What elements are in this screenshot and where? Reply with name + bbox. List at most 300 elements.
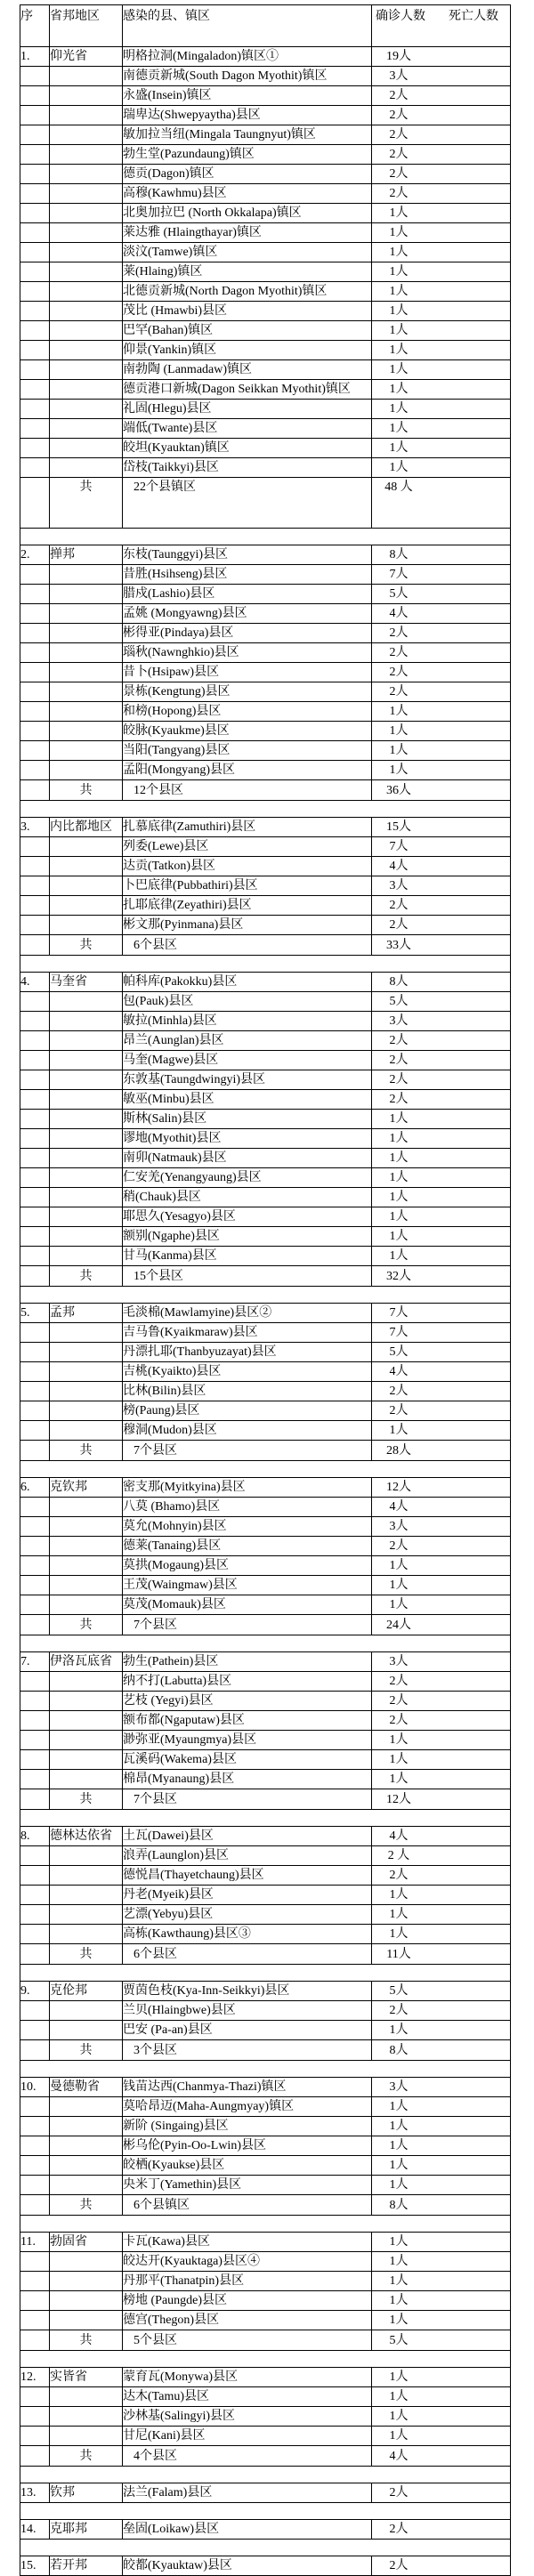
region-cell: 孟邦: [50, 1304, 123, 1323]
confirmed-cell: [372, 1110, 511, 1129]
section-total-row: [20, 1944, 511, 1965]
table-row: [20, 458, 511, 478]
region-cell: 掸邦: [50, 545, 123, 565]
seq-cell: [20, 1441, 50, 1461]
section-total-row: [20, 2040, 511, 2061]
region-cell: [50, 1846, 123, 1866]
area-cell: 棉昂(Myanaung)县区: [123, 1770, 372, 1789]
table-row: [20, 106, 511, 125]
table-row: [20, 1051, 511, 1070]
confirmed-count: 1人: [389, 1132, 409, 1145]
area-cell: 卡瓦(Kawa)县区: [123, 2233, 372, 2252]
gap-cell: [20, 1965, 511, 1982]
area-cell: 淡汶(Tamwe)镇区: [123, 243, 372, 262]
confirmed-cell: [372, 1070, 511, 1090]
confirmed-count: 33人: [386, 938, 411, 952]
confirmed-cell: [372, 2556, 511, 2576]
gap-cell: [20, 2351, 511, 2368]
table-row: [20, 876, 511, 896]
table-row: [20, 2156, 511, 2176]
gap-cell: [20, 529, 511, 545]
confirmed-count: 2人: [389, 1675, 409, 1688]
confirmed-count: 3人: [389, 1655, 409, 1668]
region-cell: [50, 992, 123, 1012]
seq-cell: 12.: [20, 2368, 50, 2387]
confirmed-cell: [372, 1401, 511, 1421]
region-cell: [50, 1110, 123, 1129]
table-row: [20, 1070, 511, 1090]
seq-cell: [20, 341, 50, 360]
confirmed-cell: [372, 1188, 511, 1207]
confirmed-count: 15人: [386, 820, 411, 834]
region-cell: [50, 702, 123, 722]
confirmed-count: 1人: [389, 1908, 409, 1921]
area-cell: 彬得亚(Pindaya)县区: [123, 624, 372, 643]
seq-cell: [20, 1207, 50, 1227]
confirmed-count: 1人: [389, 724, 409, 738]
confirmed-cell: [372, 2097, 511, 2117]
area-cell: 皎坦(Kyauktan)镇区: [123, 439, 372, 458]
table-row: [20, 380, 511, 400]
area-cell: 扎慕底律(Zamuthiri)县区: [123, 818, 372, 837]
area-cell: 额别(Ngaphe)县区: [123, 1227, 372, 1247]
area-cell: 皎脉(Kyaukme)县区: [123, 722, 372, 741]
region-cell: [50, 2427, 123, 2446]
confirmed-count: 1人: [389, 744, 409, 757]
confirmed-cell: [372, 2001, 511, 2021]
seq-cell: [20, 761, 50, 780]
confirmed-count: 7人: [389, 1306, 409, 1320]
confirmed-count: 1人: [389, 246, 409, 259]
confirmed-count: 2人: [389, 685, 409, 699]
table-row: [20, 992, 511, 1012]
confirmed-cell: [372, 2136, 511, 2156]
area-cell: 敏巫(Minbu)县区: [123, 1090, 372, 1110]
area-cell: 莫茂(Momauk)县区: [123, 1595, 372, 1615]
seq-cell: [20, 439, 50, 458]
area-cell: 莫哈昂迈(Maha-Aungmyay)镇区: [123, 2097, 372, 2117]
confirmed-cell: [372, 125, 511, 145]
area-cell: 东枝(Taunggyi)县区: [123, 545, 372, 565]
confirmed-count: 1人: [389, 705, 409, 718]
confirmed-count: 8人: [389, 2043, 409, 2057]
table-row: [20, 145, 511, 165]
region-cell: [50, 1031, 123, 1051]
region-cell: 钦邦: [50, 2483, 123, 2503]
region-cell: 克伦邦: [50, 1982, 123, 2001]
confirmed-count: 7人: [389, 840, 409, 853]
table-row: [20, 722, 511, 741]
seq-cell: [20, 682, 50, 702]
area-cell: 勃生(Pathein)县区: [123, 1652, 372, 1672]
table-row: [20, 1090, 511, 1110]
region-cell: [50, 204, 123, 223]
confirmed-count: 1人: [389, 226, 409, 239]
table-row: [20, 86, 511, 106]
seq-cell: [20, 663, 50, 682]
area-cell: 艺漂(Yebyu)县区: [123, 1905, 372, 1925]
seq-cell: [20, 916, 50, 935]
table-row: [20, 1652, 511, 1672]
confirmed-count: 2人: [389, 1054, 409, 1067]
seq-cell: [20, 1672, 50, 1692]
table-row: [20, 1362, 511, 1382]
confirmed-count: 2人: [389, 1714, 409, 1727]
area-cell: 南卯(Natmauk)县区: [123, 1149, 372, 1168]
table-row: [20, 565, 511, 585]
seq-cell: 6.: [20, 1478, 50, 1498]
region-cell: [50, 321, 123, 341]
area-cell: 敏加拉当纽(Mingala Taungnyut)镇区: [123, 125, 372, 145]
total-label-cell: 共: [50, 478, 123, 529]
area-cell: 高穆(Kawhmu)县区: [123, 184, 372, 204]
area-cell: 德贡港口新城(Dagon Seikkan Myothit)镇区: [123, 380, 372, 400]
region-cell: [50, 2176, 123, 2195]
gap-cell: [20, 2467, 511, 2483]
confirmed-cell: [372, 876, 511, 896]
confirmed-count: 2人: [389, 1694, 409, 1708]
area-cell: 达木(Tamu)县区: [123, 2387, 372, 2407]
confirmed-cell: [372, 2117, 511, 2136]
confirmed-cell: [372, 1382, 511, 1401]
confirmed-cell: [372, 1051, 511, 1070]
region-cell: [50, 2252, 123, 2272]
area-cell: 瑞卑达(Shwepyaytha)县区: [123, 106, 372, 125]
region-cell: [50, 125, 123, 145]
total-area-cell: 7个县区: [123, 1615, 372, 1635]
table-row: [20, 1692, 511, 1711]
seq-cell: [20, 478, 50, 529]
table-row: [20, 1304, 511, 1323]
confirmed-cell: [372, 545, 511, 565]
region-cell: [50, 2311, 123, 2330]
region-cell: [50, 585, 123, 604]
table-row: [20, 837, 511, 857]
seq-cell: [20, 780, 50, 801]
section-total-row: [20, 780, 511, 801]
seq-cell: [20, 624, 50, 643]
area-cell: 斯林(Salin)县区: [123, 1110, 372, 1129]
region-cell: [50, 1556, 123, 1576]
region-cell: 实皆省: [50, 2368, 123, 2387]
region-cell: [50, 145, 123, 165]
seq-cell: [20, 1266, 50, 1287]
confirmed-cell: [372, 604, 511, 624]
seq-cell: [20, 722, 50, 741]
region-cell: [50, 2001, 123, 2021]
confirmed-cell: [372, 2311, 511, 2330]
table-row: [20, 741, 511, 761]
confirmed-count: 1人: [389, 2120, 409, 2133]
region-cell: [50, 1421, 123, 1441]
region-cell: [50, 106, 123, 125]
total-area-cell: 7个县区: [123, 1789, 372, 1810]
area-cell: 兰贝(Hlaingbwe)县区: [123, 2001, 372, 2021]
confirmed-cell: [372, 2176, 511, 2195]
gap-cell: [20, 1461, 511, 1478]
confirmed-count: 1人: [389, 1230, 409, 1243]
confirmed-count: 1人: [389, 2390, 409, 2403]
confirmed-count: 2人: [389, 2559, 409, 2572]
confirmed-count: 1人: [389, 461, 409, 474]
confirmed-count: 1人: [389, 2370, 409, 2384]
area-cell: 吉桃(Kyaikto)县区: [123, 1362, 372, 1382]
area-cell: 皎栖(Kyaukse)县区: [123, 2156, 372, 2176]
total-label-cell: 共: [50, 1944, 123, 1965]
confirmed-count: 4人: [389, 2449, 409, 2463]
confirmed-cell: [372, 663, 511, 682]
region-cell: [50, 86, 123, 106]
confirmed-cell: [372, 2078, 511, 2097]
table-row: [20, 1110, 511, 1129]
area-cell: 榜地 (Paungde)县区: [123, 2291, 372, 2311]
total-confirmed-cell: [372, 1944, 511, 1965]
confirmed-count: 1人: [389, 2023, 409, 2037]
confirmed-cell: [372, 419, 511, 439]
confirmed-cell: [372, 2387, 511, 2407]
region-cell: [50, 896, 123, 916]
confirmed-count: 2人: [389, 1539, 409, 1553]
seq-cell: [20, 2407, 50, 2427]
confirmed-cell: [372, 1362, 511, 1382]
confirmed-count: 2人: [389, 1385, 409, 1398]
region-cell: [50, 67, 123, 86]
confirmed-count: 4人: [389, 607, 409, 620]
table-row: [20, 604, 511, 624]
confirmed-count: 7人: [389, 1326, 409, 1339]
seq-cell: [20, 145, 50, 165]
seq-cell: [20, 2252, 50, 2272]
area-cell: 包(Pauk)县区: [123, 992, 372, 1012]
confirmed-count: 36人: [386, 783, 411, 797]
area-cell: 列委(Lewe)县区: [123, 837, 372, 857]
area-cell: 新阶 (Singaing)县区: [123, 2117, 372, 2136]
area-cell: 艺枝 (Yegyi)县区: [123, 1692, 372, 1711]
confirmed-count: 1人: [389, 1753, 409, 1766]
seq-cell: [20, 1012, 50, 1031]
region-cell: 仰光省: [50, 47, 123, 67]
area-cell: 东敦基(Taungdwingyi)县区: [123, 1070, 372, 1090]
table-row: [20, 243, 511, 262]
seq-cell: [20, 1731, 50, 1750]
confirmed-cell: [372, 360, 511, 380]
seq-cell: [20, 2291, 50, 2311]
confirmed-cell: [372, 682, 511, 702]
confirmed-count: 1人: [389, 1579, 409, 1592]
confirmed-cell: [372, 184, 511, 204]
confirmed-count: 1人: [389, 2429, 409, 2443]
table-row: [20, 1866, 511, 1886]
region-cell: [50, 761, 123, 780]
table-row: [20, 643, 511, 663]
confirmed-cell: [372, 1886, 511, 1905]
area-cell: 垒固(Loikaw)县区: [123, 2520, 372, 2540]
confirmed-cell: [372, 2291, 511, 2311]
total-label-cell: 共: [50, 780, 123, 801]
seq-cell: 4.: [20, 973, 50, 992]
seq-cell: [20, 243, 50, 262]
confirmed-count: 1人: [389, 2235, 409, 2249]
confirmed-count: 1人: [389, 2410, 409, 2423]
seq-cell: [20, 262, 50, 282]
total-label-cell: 共: [50, 2330, 123, 2351]
confirmed-cell: [372, 165, 511, 184]
confirmed-cell: [372, 2252, 511, 2272]
section-gap-row: [20, 2061, 511, 2078]
table-row: [20, 1846, 511, 1866]
confirmed-cell: [372, 400, 511, 419]
seq-cell: [20, 1770, 50, 1789]
gap-cell: [20, 956, 511, 973]
region-cell: [50, 2136, 123, 2156]
confirmed-cell: [372, 341, 511, 360]
area-cell: 浪弄(Launglon)县区: [123, 1846, 372, 1866]
seq-cell: [20, 360, 50, 380]
table-row: [20, 2176, 511, 2195]
area-cell: 穆洞(Mudon)县区: [123, 1421, 372, 1441]
region-cell: [50, 663, 123, 682]
area-cell: 丹老(Myeik)县区: [123, 1886, 372, 1905]
area-cell: 腊戍(Lashio)县区: [123, 585, 372, 604]
confirmed-count: 3人: [389, 2080, 409, 2094]
confirmed-cell: [372, 1498, 511, 1517]
confirmed-count: 5人: [389, 995, 409, 1008]
region-cell: [50, 184, 123, 204]
confirmed-cell: [372, 857, 511, 876]
confirmed-count: 1人: [389, 1249, 409, 1263]
seq-cell: [20, 1517, 50, 1537]
area-cell: 明格拉洞(Mingaladon)镇区①: [123, 47, 372, 67]
seq-cell: 10.: [20, 2078, 50, 2097]
total-area-cell: 5个县区: [123, 2330, 372, 2351]
confirmed-count: 24人: [386, 1618, 411, 1632]
table-row: [20, 545, 511, 565]
confirmed-cell: [372, 1129, 511, 1149]
region-cell: [50, 2021, 123, 2040]
area-cell: 吉马鲁(Kyaikmaraw)县区: [123, 1323, 372, 1343]
region-cell: 克耶邦: [50, 2520, 123, 2540]
total-area-cell: 3个县区: [123, 2040, 372, 2061]
total-label-cell: 共: [50, 1615, 123, 1635]
gap-cell: [20, 801, 511, 818]
confirmed-cell: [372, 1692, 511, 1711]
area-cell: 额布都(Ngaputaw)县区: [123, 1711, 372, 1731]
confirmed-count: 2人: [389, 109, 409, 122]
confirmed-cell: [372, 585, 511, 604]
region-cell: [50, 1672, 123, 1692]
confirmed-count: 1人: [389, 2139, 409, 2152]
header-region: 省邦地区: [50, 5, 123, 47]
region-cell: [50, 243, 123, 262]
seq-cell: [20, 2427, 50, 2446]
table-row: [20, 2483, 511, 2503]
confirmed-cell: [372, 2368, 511, 2387]
table-row: [20, 1905, 511, 1925]
seq-cell: 1.: [20, 47, 50, 67]
region-cell: [50, 1070, 123, 1090]
area-cell: 法兰(Falam)县区: [123, 2483, 372, 2503]
seq-cell: [20, 935, 50, 956]
section-gap-row: [20, 1810, 511, 1827]
total-area-cell: 6个县区: [123, 935, 372, 956]
table-row: [20, 1149, 511, 1168]
region-cell: [50, 282, 123, 302]
region-cell: 若开邦: [50, 2556, 123, 2576]
confirmed-cell: [372, 741, 511, 761]
total-label-cell: 共: [50, 935, 123, 956]
confirmed-cell: [372, 1207, 511, 1227]
area-cell: 耶思久(Yesagyo)县区: [123, 1207, 372, 1227]
total-confirmed-cell: [372, 1266, 511, 1287]
seq-cell: [20, 1188, 50, 1207]
seq-cell: [20, 1576, 50, 1595]
seq-cell: [20, 1789, 50, 1810]
table-row: [20, 857, 511, 876]
region-cell: [50, 1382, 123, 1401]
seq-cell: [20, 2387, 50, 2407]
region-cell: [50, 2097, 123, 2117]
area-cell: 德莱(Tanaing)县区: [123, 1537, 372, 1556]
confirmed-count: 1人: [389, 1112, 409, 1126]
confirmed-count: 1人: [389, 1424, 409, 1437]
area-cell: 丹漂扎耶(Thanbyuzayat)县区: [123, 1343, 372, 1362]
confirmed-cell: [372, 2407, 511, 2427]
seq-cell: [20, 2311, 50, 2330]
infection-report-table: [20, 4, 511, 2576]
seq-cell: 5.: [20, 1304, 50, 1323]
confirmed-cell: [372, 1012, 511, 1031]
area-cell: 永盛(Insein)镇区: [123, 86, 372, 106]
table-row: [20, 2556, 511, 2576]
table-row: [20, 1711, 511, 1731]
table-row: [20, 1672, 511, 1692]
confirmed-count: 1人: [389, 2255, 409, 2268]
total-area-cell: 7个县区: [123, 1441, 372, 1461]
confirmed-cell: [372, 458, 511, 478]
region-cell: [50, 1149, 123, 1168]
area-cell: 德宫(Thegon)县区: [123, 2311, 372, 2330]
region-cell: [50, 1692, 123, 1711]
region-cell: [50, 1343, 123, 1362]
table-row: [20, 1129, 511, 1149]
seq-cell: [20, 1323, 50, 1343]
confirmed-count: 8人: [389, 975, 409, 989]
table-row: [20, 973, 511, 992]
table-row: [20, 1382, 511, 1401]
area-cell: 稍(Chauk)县区: [123, 1188, 372, 1207]
seq-cell: [20, 282, 50, 302]
table-row: [20, 1323, 511, 1343]
confirmed-cell: [372, 973, 511, 992]
confirmed-cell: [372, 1517, 511, 1537]
area-cell: 帕科库(Pakokku)县区: [123, 973, 372, 992]
region-cell: [50, 1905, 123, 1925]
area-cell: 马奎(Magwe)县区: [123, 1051, 372, 1070]
region-cell: [50, 341, 123, 360]
gap-cell: [20, 1810, 511, 1827]
table-header-row: [20, 5, 511, 47]
region-cell: [50, 643, 123, 663]
confirmed-cell: [372, 1652, 511, 1672]
seq-cell: [20, 2446, 50, 2467]
area-cell: 瑙秋(Nawnghkio)县区: [123, 643, 372, 663]
confirmed-cell: [372, 1149, 511, 1168]
area-cell: 仁安羌(Yenangyaung)县区: [123, 1168, 372, 1188]
confirmed-count: 1人: [389, 1559, 409, 1572]
region-cell: [50, 565, 123, 585]
confirmed-count: 1人: [389, 1191, 409, 1204]
confirmed-count: 2人: [389, 899, 409, 912]
